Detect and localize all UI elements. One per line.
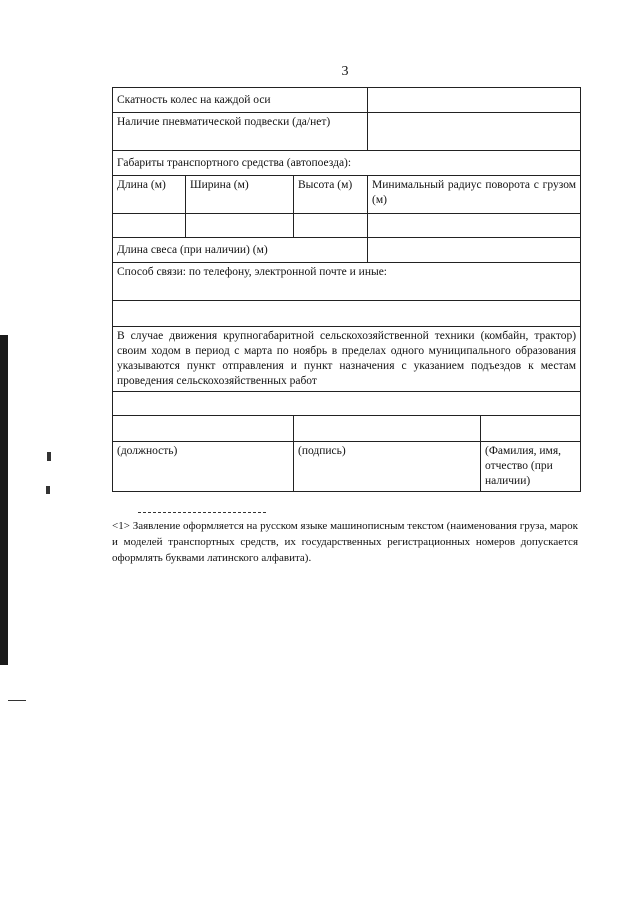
wheel-tracks-label: Скатность колес на каждой оси [113,88,368,113]
agricultural-route-field[interactable] [113,392,581,416]
contact-method-field[interactable] [113,301,581,327]
scan-speck [47,452,51,461]
length-field[interactable] [113,214,186,238]
footnote: <1> Заявление оформляется на русском языке машинописным текстом (наименования груза, марок и моделей транспортных средств, их государственных регистрационных номеров допускается оформлять буквами латинского алфавита). [112,520,578,564]
agricultural-machinery-note: В случае движения крупногабаритной сельскохозяйственной техники (комбайн, трактор) своим ходом в период с марта по ноябрь в пределах одного муниципального образования указываются пункт отправления и пункт назначения с указанием подъездов к местам проведения сельскохозяйственных работ [113,327,581,392]
turn-radius-field[interactable] [368,214,581,238]
length-label: Длина (м) [113,176,186,214]
page-number: 3 [341,64,349,79]
fullname-caption: (Фамилия, имя, отчество (при наличии) [485,445,561,487]
scan-speck [8,700,26,701]
scan-margin-shadow [0,335,8,665]
signature-fullname-captions [294,442,580,491]
width-field[interactable] [186,214,294,238]
position-caption: (должность) [113,442,294,492]
application-form-table [112,87,581,492]
scan-speck [46,486,50,494]
wheel-tracks-field[interactable] [368,88,581,113]
footnote-separator [138,512,266,513]
position-field[interactable] [113,416,294,442]
overhang-field[interactable] [368,238,581,263]
pneumatic-suspension-label: Наличие пневматической подвески (да/нет) [113,113,368,151]
fullname-field[interactable] [481,416,581,441]
turn-radius-label: Минимальный радиус поворота с грузом (м) [368,176,581,214]
pneumatic-suspension-field[interactable] [368,113,581,151]
dimensions-heading: Габариты транспортного средства (автопоезда): [113,151,581,176]
signature-field[interactable] [294,416,481,441]
signature-caption: (подпись) [294,442,481,491]
height-label: Высота (м) [294,176,368,214]
signature-fullname-row [294,416,580,441]
width-label: Ширина (м) [186,176,294,214]
contact-method-label: Способ связи: по телефону, электронной почте и иные: [113,263,581,301]
overhang-label: Длина свеса (при наличии) (м) [113,238,368,263]
height-field[interactable] [294,214,368,238]
